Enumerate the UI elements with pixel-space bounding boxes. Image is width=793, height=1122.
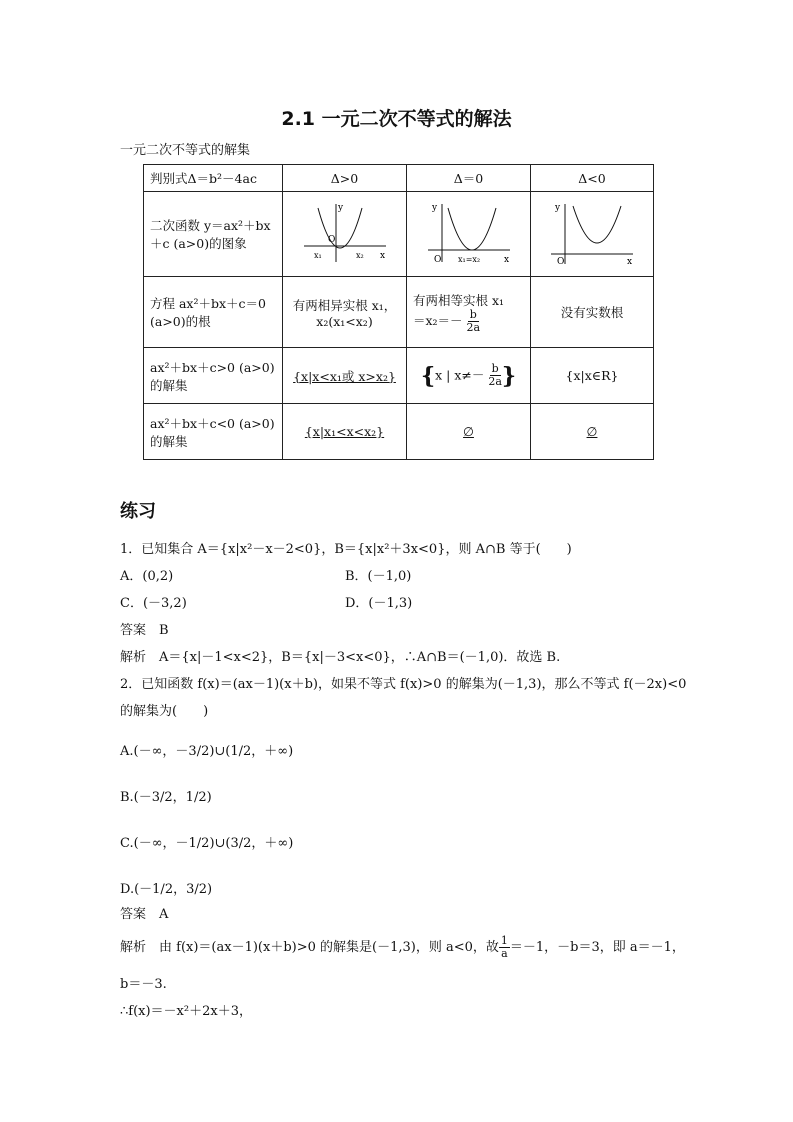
header-negative: Δ<0 bbox=[531, 165, 654, 192]
q2-analysis-line2: b＝－3. bbox=[120, 977, 167, 992]
roots-equal-line1: 有两相等实根 x₁ bbox=[413, 292, 505, 308]
q2-answer: 答案 A bbox=[120, 907, 169, 922]
q2-stem-line2: 的解集为( ) bbox=[120, 704, 209, 719]
page-title: 2.1 一元二次不等式的解法 bbox=[281, 108, 512, 130]
graph1-x-label: x bbox=[379, 250, 385, 261]
roots-none: 没有实数根 bbox=[531, 277, 654, 348]
roots-equal-line2 bbox=[413, 309, 524, 334]
graph2-y-label: y bbox=[431, 202, 437, 213]
roots-equal-fraction bbox=[467, 309, 481, 334]
q2-option-b: B.(－3/2，1/2) bbox=[120, 790, 212, 805]
q1-option-a: A．(0,2) bbox=[120, 569, 174, 584]
q1-option-d: D．(－1,3) bbox=[345, 596, 413, 611]
graph1-y-label: y bbox=[337, 202, 343, 213]
roots-equal bbox=[407, 277, 531, 348]
graph1-x2-label: x₂ bbox=[355, 250, 364, 260]
q2-analysis-line3: ∴f(x)＝－x²＋2x＋3， bbox=[120, 1004, 252, 1019]
roots-row-label: 方程 ax²＋bx＋c＝0 (a>0)的根 bbox=[144, 277, 283, 348]
lt-row-label: ax²＋bx＋c<0 (a>0)的解集 bbox=[144, 404, 283, 460]
roots-two-distinct: 有两相异实根 x₁，x₂(x₁<x₂) bbox=[283, 277, 407, 348]
gt-solution-positive: {x|x<x₁或 x>x₂} bbox=[283, 348, 407, 404]
fraction-denominator: 2a bbox=[466, 320, 481, 334]
graph3-y-label: y bbox=[555, 202, 561, 213]
graph-one-root bbox=[407, 192, 531, 277]
q1-option-c: C．(－3,2) bbox=[120, 596, 187, 611]
header-zero: Δ＝0 bbox=[407, 165, 531, 192]
lt-solution-zero: ∅ bbox=[407, 404, 531, 460]
graph-no-root bbox=[531, 192, 654, 277]
gt-fraction-numerator: b bbox=[491, 362, 499, 375]
q2-analysis-line1 bbox=[120, 935, 685, 960]
parabola-no-root-graph bbox=[547, 200, 637, 266]
q1-answer: 答案 B bbox=[120, 623, 169, 638]
graph2-x-label: x bbox=[503, 254, 509, 265]
lt-solution-negative: ∅ bbox=[531, 404, 654, 460]
graph3-o-label: O bbox=[557, 256, 565, 266]
gt-solution-zero: {x | x≠－ $\frac{b}{2a}$ } bbox=[407, 348, 531, 404]
gt-row-label: ax²＋bx＋c>0 (a>0)的解集 bbox=[144, 348, 283, 404]
gt-fraction-denominator: 2a bbox=[488, 375, 502, 388]
graph-row-label: 二次函数 y＝ax²＋bx＋c (a>0)的图象 bbox=[144, 192, 283, 277]
gt-zero-set: x | x≠－ bbox=[435, 367, 485, 382]
q2-fraction-denominator: a bbox=[501, 947, 508, 960]
q2-stem-line1: 2．已知函数 f(x)＝(ax－1)(x＋b)，如果不等式 f(x)>0 的解集为(－1,3)，那么不等式 f(－2x)<0 bbox=[120, 677, 687, 692]
parabola-one-root-graph bbox=[424, 200, 514, 266]
q2-fraction-numerator: 1 bbox=[500, 934, 508, 947]
header-discriminant: 判别式Δ＝b²－4ac bbox=[144, 165, 283, 192]
roots-equal-prefix: ＝x₂＝－ bbox=[413, 312, 463, 328]
graph2-o-label: O bbox=[433, 254, 441, 265]
graph1-o-label: O bbox=[327, 234, 335, 245]
q1-option-b: B．(－1,0) bbox=[345, 569, 412, 584]
parabola-two-roots-graph bbox=[300, 200, 390, 266]
gt-solution-negative: {x|x∈R} bbox=[531, 348, 654, 404]
graph1-x1-label: x₁ bbox=[313, 250, 322, 260]
q2-option-c: C.(－∞，－1/2)∪(3/2，＋∞) bbox=[120, 836, 294, 851]
graph-two-roots bbox=[283, 192, 407, 277]
lt-solution-positive: {x|x₁<x<x₂} bbox=[283, 404, 407, 460]
exercise-heading: 练习 bbox=[120, 501, 156, 522]
solution-table bbox=[143, 164, 654, 460]
q2-analysis-fraction bbox=[499, 935, 510, 960]
q2-option-a: A.(－∞，－3/2)∪(1/2，＋∞) bbox=[120, 744, 294, 759]
graph3-x-label: x bbox=[627, 256, 633, 266]
gt-zero-fraction bbox=[488, 363, 502, 388]
header-positive: Δ>0 bbox=[283, 165, 407, 192]
q2-analysis-post: ＝－1，－b＝3，即 a＝－1， bbox=[509, 940, 685, 955]
q2-option-d: D.(－1/2，3/2) bbox=[120, 882, 213, 897]
q1-stem: 1．已知集合 A＝{x|x²－x－2<0}，B＝{x|x²＋3x<0}，则 A∩B 等于( ) bbox=[120, 542, 572, 557]
table-caption: 一元二次不等式的解集 bbox=[120, 143, 251, 158]
graph2-x12-label: x₁=x₂ bbox=[457, 254, 480, 264]
fraction-numerator: b bbox=[469, 307, 477, 321]
q2-analysis-pre: 解析 由 f(x)＝(ax－1)(x＋b)>0 的解集是(－1,3)，则 a<0，故 bbox=[120, 940, 499, 955]
q1-analysis: 解析 A＝{x|－1<x<2}，B＝{x|－3<x<0}，∴A∩B＝(－1,0)．故选 B. bbox=[120, 650, 561, 665]
